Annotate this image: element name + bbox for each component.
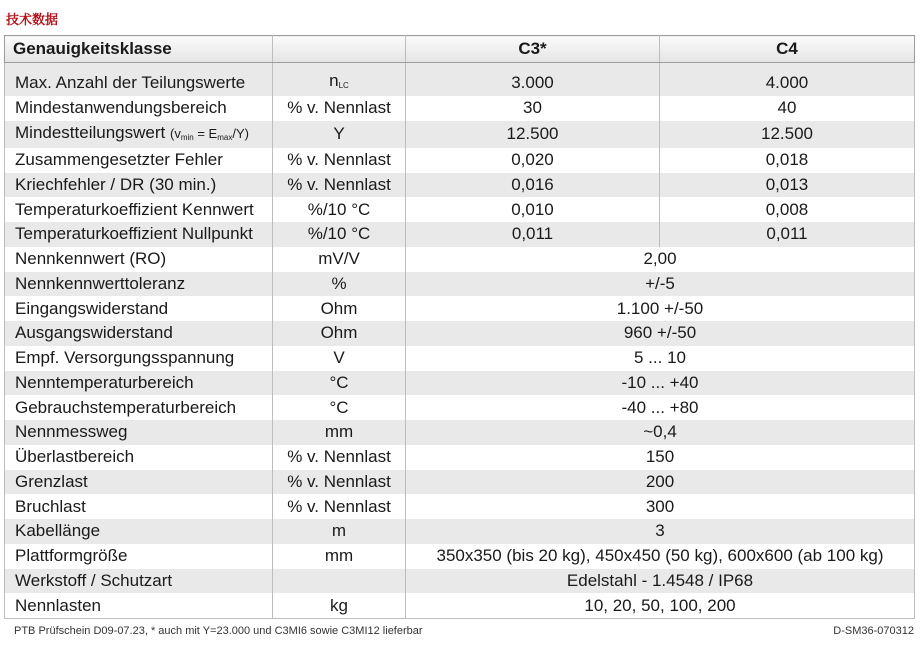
- row-unit: °C: [273, 371, 406, 396]
- row-label: Mindestteilungswert (vmin = Emax/Y): [5, 121, 273, 148]
- table-row: [5, 222, 915, 247]
- table-header-row: [5, 36, 915, 63]
- page-title: 技术数据: [6, 13, 59, 28]
- table-row: [5, 69, 915, 96]
- row-c4: 0,013: [660, 173, 915, 198]
- row-unit: % v. Nennlast: [273, 173, 406, 198]
- row-unit: % v. Nennlast: [273, 445, 406, 470]
- table-row: [5, 519, 915, 544]
- row-c4: 0,008: [660, 197, 915, 222]
- row-value: ~0,4: [406, 420, 915, 445]
- row-c3: 30: [406, 96, 660, 121]
- row-unit: mm: [273, 420, 406, 445]
- row-label: Werkstoff / Schutzart: [5, 569, 273, 594]
- row-unit: % v. Nennlast: [273, 148, 406, 173]
- row-unit: % v. Nennlast: [273, 494, 406, 519]
- row-c3: 0,010: [406, 197, 660, 222]
- row-unit: %/10 °C: [273, 222, 406, 247]
- row-unit: %/10 °C: [273, 197, 406, 222]
- row-unit: mV/V: [273, 247, 406, 272]
- row-value: 150: [406, 445, 915, 470]
- row-c4: 4.000: [660, 69, 915, 96]
- table-row: [5, 96, 915, 121]
- row-label: Eingangswiderstand: [5, 296, 273, 321]
- row-label: Nenntemperaturbereich: [5, 371, 273, 396]
- table-row: [5, 296, 915, 321]
- row-label: Zusammengesetzter Fehler: [5, 148, 273, 173]
- row-label: Kriechfehler / DR (30 min.): [5, 173, 273, 198]
- table-row: [5, 395, 915, 420]
- row-label: Nennkennwerttoleranz: [5, 272, 273, 297]
- footnote: PTB Prüfschein D09-07.23, * auch mit Y=23.000 und C3MI6 sowie C3MI12 lieferbar: [14, 625, 423, 637]
- row-label: Plattformgröße: [5, 544, 273, 569]
- header-c4: C4: [660, 36, 915, 63]
- row-c3: 3.000: [406, 69, 660, 96]
- row-c3: 0,020: [406, 148, 660, 173]
- row-unit: nLC: [273, 69, 406, 96]
- document-id: D-SM36-070312: [833, 625, 914, 637]
- table-row: [5, 148, 915, 173]
- row-label: Grenzlast: [5, 470, 273, 495]
- table-row: [5, 445, 915, 470]
- row-label: Bruchlast: [5, 494, 273, 519]
- row-label: Nennmessweg: [5, 420, 273, 445]
- row-c3: 0,011: [406, 222, 660, 247]
- header-c3: C3*: [406, 36, 660, 63]
- row-unit: mm: [273, 544, 406, 569]
- row-value: Edelstahl - 1.4548 / IP68: [406, 569, 915, 594]
- row-value: 300: [406, 494, 915, 519]
- row-unit: kg: [273, 593, 406, 618]
- table-row: [5, 321, 915, 346]
- table-row: [5, 173, 915, 198]
- row-value: 350x350 (bis 20 kg), 450x450 (50 kg), 600x600 (ab 100 kg): [406, 544, 915, 569]
- table-row: [5, 371, 915, 396]
- row-label: Kabellänge: [5, 519, 273, 544]
- row-label: Empf. Versorgungsspannung: [5, 346, 273, 371]
- row-c4: 12.500: [660, 121, 915, 148]
- row-value: +/-5: [406, 272, 915, 297]
- row-value: 200: [406, 470, 915, 495]
- row-unit: Y: [273, 121, 406, 148]
- table-row: [5, 593, 915, 618]
- row-label: Temperaturkoeffizient Nullpunkt: [5, 222, 273, 247]
- header-label: Genauigkeitsklasse: [5, 36, 273, 63]
- row-c4: 0,011: [660, 222, 915, 247]
- row-value: 960 +/-50: [406, 321, 915, 346]
- row-c3: 0,016: [406, 173, 660, 198]
- row-label: Nennlasten: [5, 593, 273, 618]
- row-c3: 12.500: [406, 121, 660, 148]
- row-value: 3: [406, 519, 915, 544]
- table-row: [5, 247, 915, 272]
- row-unit: Ohm: [273, 321, 406, 346]
- row-unit: °C: [273, 395, 406, 420]
- header-unit: [273, 36, 406, 63]
- table-row: [5, 197, 915, 222]
- row-unit: [273, 569, 406, 594]
- row-unit: Ohm: [273, 296, 406, 321]
- row-label: Temperaturkoeffizient Kennwert: [5, 197, 273, 222]
- row-label: Max. Anzahl der Teilungswerte: [5, 69, 273, 96]
- row-unit: %: [273, 272, 406, 297]
- row-value: 10, 20, 50, 100, 200: [406, 593, 915, 618]
- table-row: [5, 470, 915, 495]
- table-row: [5, 494, 915, 519]
- row-c4: 0,018: [660, 148, 915, 173]
- table-row: [5, 346, 915, 371]
- table-row: [5, 544, 915, 569]
- row-value: 2,00: [406, 247, 915, 272]
- row-value: -10 ... +40: [406, 371, 915, 396]
- row-c4: 40: [660, 96, 915, 121]
- row-unit: m: [273, 519, 406, 544]
- row-unit: % v. Nennlast: [273, 96, 406, 121]
- row-label: Gebrauchstemperaturbereich: [5, 395, 273, 420]
- table-row: [5, 121, 915, 148]
- spec-table: [4, 35, 915, 619]
- table-row: [5, 272, 915, 297]
- row-label: Nennkennwert (RO): [5, 247, 273, 272]
- row-value: 5 ... 10: [406, 346, 915, 371]
- row-label: Mindestanwendungsbereich: [5, 96, 273, 121]
- row-value: -40 ... +80: [406, 395, 915, 420]
- row-label: Ausgangswiderstand: [5, 321, 273, 346]
- row-label: Überlastbereich: [5, 445, 273, 470]
- table-row: [5, 420, 915, 445]
- row-value: 1.100 +/-50: [406, 296, 915, 321]
- table-row: [5, 569, 915, 594]
- row-unit: % v. Nennlast: [273, 470, 406, 495]
- row-unit: V: [273, 346, 406, 371]
